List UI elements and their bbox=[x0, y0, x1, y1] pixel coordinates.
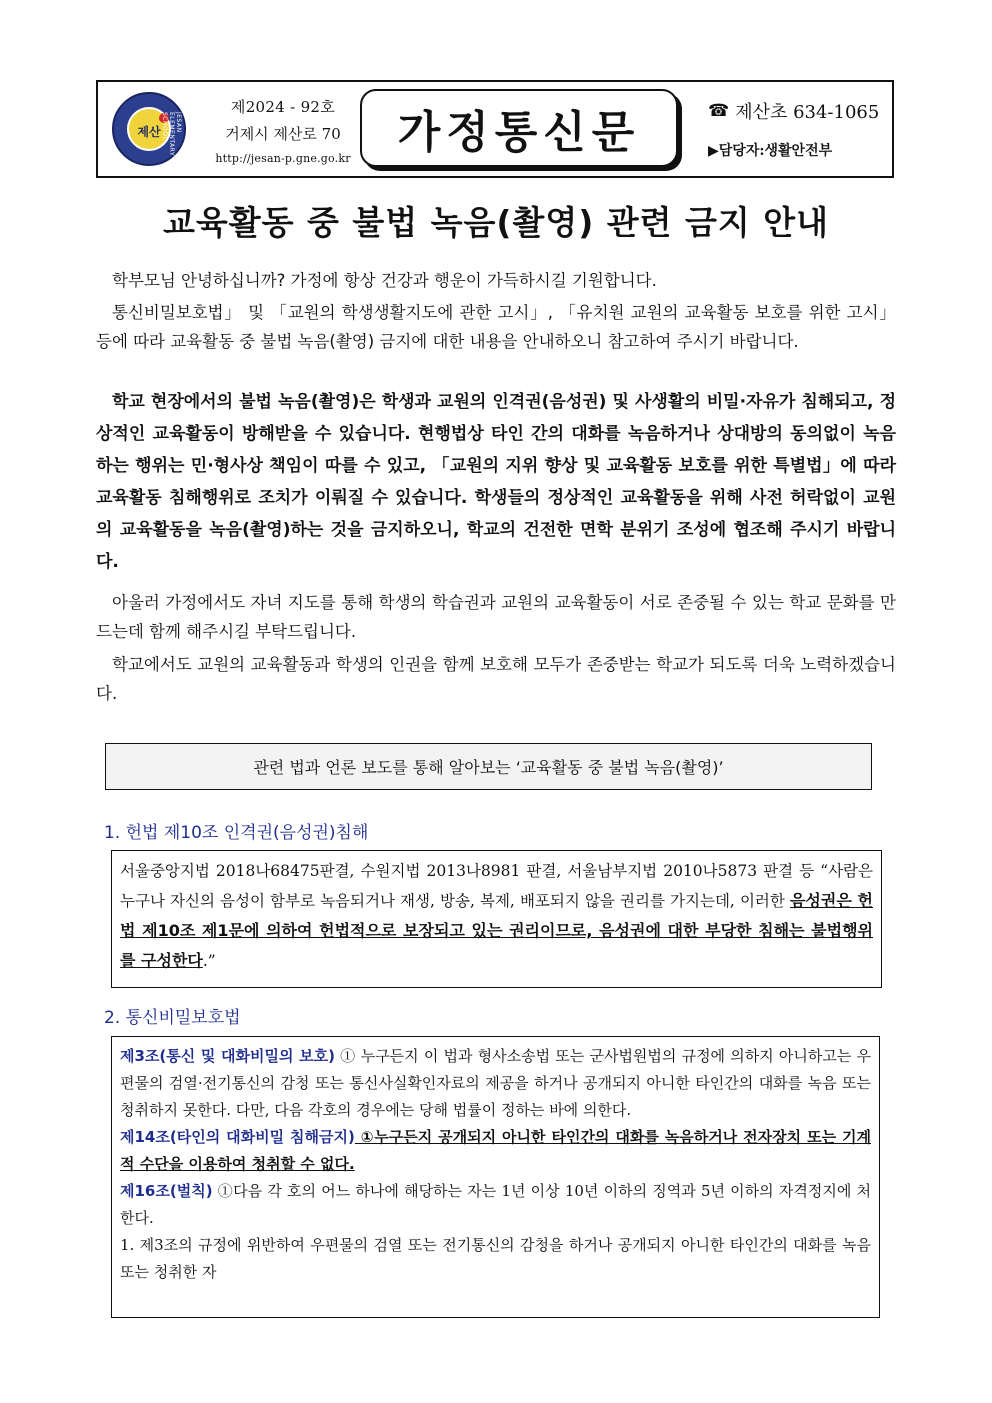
paragraph-main: 학교 현장에서의 불법 녹음(촬영)은 학생과 교원의 인격권(음성권) 및 사생활의 비밀·자유가 침해되고, 정상적인 교육활동이 방해받을 수 있습니다. 현행법상 타인 간의 대화를 녹음하거나 상대방의 동의없이 녹음하는 행위는 민·형사상 책임이 따를 수 있고, 「교원의 지위 향상 및 교육활동 보호를 위한 특별법」에 따라 교육활동 침해행위로 조치가 이뤄질 수 있습니다. 학생들의 정상적인 교육활동을 위해 사전 허락없이 교원의 교육활동을 녹음(촬영)하는 것을 금지하오니, 학교의 건전한 면학 분위기 조성에 협조해 주시기 바랍니다. bbox=[96, 392, 896, 572]
article-16-title: 제16조(벌칙) bbox=[120, 1182, 213, 1200]
page-title: 교육활동 중 불법 녹음(촬영) 관련 금지 안내 bbox=[162, 203, 830, 242]
telephone-icon: ☎ bbox=[708, 101, 730, 121]
precedent-emphasis: 음성권은 헌법 제10조 제1문에 의하여 헌법적으로 보장되고 있는 권리이므로, 음성권에 대한 부당한 침해는 불법행위를 구성한다 bbox=[120, 891, 873, 970]
article-3-title: 제3조(통신 및 대화비밀의 보호) bbox=[120, 1047, 335, 1065]
precedent-text: 서울중앙지법 2018나68475판결, 수원지법 2013나8981 판결, 서울남부지법 2010나5873 판결 등 “사람은 누구나 자신의 음성이 함부로 녹음되거나 재생, 방송, 복제, 배포되지 않을 권리를 가지는데, 이러한 bbox=[120, 862, 873, 910]
newsletter-title: 가정통신문 bbox=[397, 107, 641, 158]
article-3-text: ① 누구든지 이 법과 형사소송법 또는 군사법원법의 규정에 의하지 아니하고는 우편물의 검열·전기통신의 감청 또는 통신사실확인자료의 제공을 하거나 공개되지 아니한 타인간의 대화를 녹음 또는 청취하지 못한다. 다만, 다음 각호의 경우에는 당해 법률이 정하는 바에 의한다. bbox=[120, 1047, 871, 1119]
school-info bbox=[208, 96, 358, 165]
contact-info bbox=[708, 98, 888, 160]
school-url[interactable]: http://jesan-p.gne.go.kr bbox=[215, 152, 351, 165]
law-box-constitution bbox=[111, 850, 882, 988]
summary-text: 관련 법과 언론 보도를 통해 알아보는 ‘교육활동 중 불법 녹음(촬영)’ bbox=[253, 758, 724, 777]
article-16-text: ①다음 각 호의 어느 하나에 해당하는 자는 1년 이상 10년 이하의 징역과 5년 이하의 자격정지에 처한다. bbox=[120, 1182, 871, 1227]
paragraph-greeting: 학부모님 안녕하십니까? 가정에 항상 건강과 행운이 가득하시길 기원합니다. bbox=[112, 271, 657, 290]
school-logo bbox=[112, 92, 186, 166]
article-14-title: 제14조(타인의 대화비밀 침해금지) bbox=[120, 1128, 355, 1146]
person-in-charge: ▶담당자:생활안전부 bbox=[708, 143, 833, 159]
logo-ring-text: JESAN ELEMENTARY SCHOOL bbox=[161, 112, 182, 157]
issue-number: 제2024 - 92호 bbox=[230, 98, 336, 116]
phone-number: 제산초 634-1065 bbox=[735, 102, 880, 123]
paragraph-intro: 통신비밀보호법」 및 「교원의 학생생활지도에 관한 고시」, 「유치원 교원의 교육활동 보호를 위한 고시」 등에 따라 교육활동 중 불법 녹음(촬영) 금지에 대한 내용을 안내하오니 참고하여 주시기 바랍니다. bbox=[96, 303, 896, 351]
paragraph-request: 아울러 가정에서도 자녀 지도를 통해 학생의 학습권과 교원의 교육활동이 서로 존중될 수 있는 학교 문화를 만드는데 함께 해주시길 부탁드립니다. bbox=[96, 593, 896, 641]
article-16-item-1: 1. 제3조의 규정에 위반하여 우편물의 검열 또는 전기통신의 감청을 하거나 공개되지 아니한 타인간의 대화를 녹음 또는 청취한 자 bbox=[120, 1236, 871, 1281]
paragraph-closing: 학교에서도 교원의 교육활동과 학생의 인권을 함께 보호해 모두가 존중받는 학교가 되도록 더욱 노력하겠습니다. bbox=[96, 655, 896, 703]
law-box-communication bbox=[111, 1036, 880, 1318]
newsletter-title-box bbox=[360, 89, 678, 167]
newsletter-header bbox=[96, 80, 894, 178]
article-14-text: ①누구든지 공개되지 아니한 타인간의 대화를 녹음하거나 전자장치 또는 기계적 수단을 이용하여 청취할 수 없다. bbox=[120, 1128, 871, 1173]
section-heading-1: 1. 헌법 제10조 인격권(음성권)침해 bbox=[104, 823, 369, 843]
school-address: 거제시 제산로 70 bbox=[225, 125, 341, 143]
precedent-end: .” bbox=[202, 952, 216, 970]
logo-text: 제산 bbox=[137, 125, 161, 139]
summary-box bbox=[105, 743, 872, 790]
section-heading-2: 2. 통신비밀보호법 bbox=[104, 1008, 241, 1028]
